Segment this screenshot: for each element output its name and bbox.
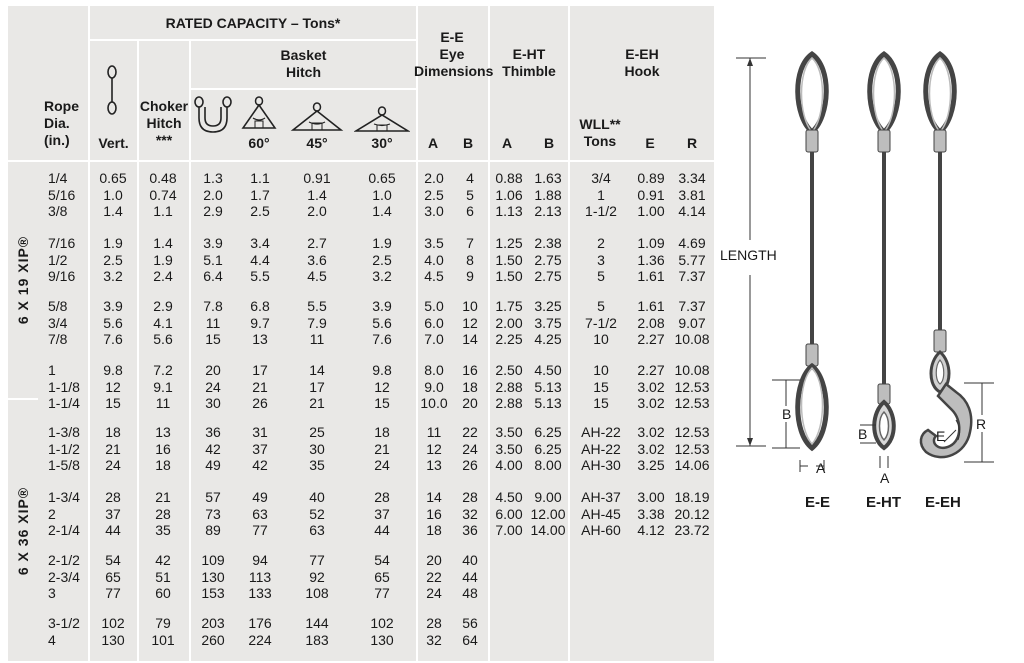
cell-dia: 7/16 1/2 9/16 xyxy=(48,235,76,285)
eht-a-label: A xyxy=(880,470,890,486)
cell-dia: 1/4 5/16 3/8 xyxy=(48,170,76,220)
cell-basket-u: 7.8 11 15 xyxy=(203,298,223,348)
cell-eht-b: 2.38 2.75 2.75 xyxy=(534,235,562,285)
cell-eht-a: 2.50 2.88 2.88 xyxy=(495,362,523,412)
angle-45-header: 45° xyxy=(306,135,328,151)
cell-ee-b: 22 24 26 xyxy=(462,424,478,474)
cell-dia: 2-1/2 2-3/4 3 xyxy=(48,552,80,602)
cell-choker: 42 51 60 xyxy=(155,552,171,602)
cell-wll: AH-22 AH-22 AH-30 xyxy=(581,424,621,474)
ee-b-header: B xyxy=(462,135,474,151)
cell-dia: 5/8 3/4 7/8 xyxy=(48,298,68,348)
cell-ee-a: 11 12 13 xyxy=(426,424,442,474)
cell-b45: 40 52 63 xyxy=(309,489,325,539)
cell-vert: 54 65 77 xyxy=(105,552,121,602)
cell-ee-b: 28 32 36 xyxy=(462,489,478,539)
cell-b45: 77 92 108 xyxy=(305,552,329,602)
row-divider xyxy=(8,160,714,162)
group-label-6x36: 6 X 36 XIP® xyxy=(15,486,31,575)
cell-vert: 9.8 12 15 xyxy=(103,362,123,412)
eht-b-label: B xyxy=(858,426,868,442)
cell-ee-a: 14 16 18 xyxy=(426,489,442,539)
cell-vert: 28 37 44 xyxy=(105,489,121,539)
wll-header: WLL** Tons xyxy=(579,116,621,149)
cell-choker: 0.48 0.74 1.1 xyxy=(149,170,177,220)
eeh-e-header: E xyxy=(645,135,655,151)
cell-b60: 176 224 xyxy=(248,615,272,648)
cell-b60: 31 37 42 xyxy=(252,424,268,474)
cell-basket-u: 109 130 153 xyxy=(201,552,225,602)
vert-header: Vert. xyxy=(98,135,129,151)
cell-b60: 17 21 26 xyxy=(252,362,268,412)
cell-b60: 94 113 133 xyxy=(248,552,272,602)
cell-eeh-e: 2.27 3.02 3.02 xyxy=(637,362,665,412)
cell-eeh-e: 1.09 1.36 1.61 xyxy=(637,235,665,285)
eht-a-header: A xyxy=(501,135,513,151)
cell-b30: 102 130 xyxy=(370,615,394,648)
ee-b-label: B xyxy=(782,406,792,422)
eeh-e-label: E xyxy=(936,428,946,444)
cell-b60: 3.4 4.4 5.5 xyxy=(250,235,270,285)
vertical-hitch-icon xyxy=(104,64,120,116)
cell-basket-u: 3.9 5.1 6.4 xyxy=(203,235,223,285)
cell-eht-b: 6.25 6.25 8.00 xyxy=(534,424,562,474)
cell-ee-b: 40 44 48 xyxy=(462,552,478,602)
angle-30-header: 30° xyxy=(371,135,393,151)
cell-ee-a: 20 22 24 xyxy=(426,552,442,602)
cell-b45: 25 30 35 xyxy=(309,424,325,474)
cell-b45: 14 17 21 xyxy=(309,362,325,412)
cell-eeh-r: 7.37 9.07 10.08 xyxy=(674,298,710,348)
cell-b30: 18 21 24 xyxy=(374,424,390,474)
length-label: LENGTH xyxy=(720,247,777,263)
row-divider xyxy=(88,39,416,41)
cell-eht-b: 4.50 5.13 5.13 xyxy=(534,362,562,412)
ee-eye-header: E-E Eye Dimensions xyxy=(414,29,494,79)
cell-dia: 1 1-1/8 1-1/4 xyxy=(48,362,80,412)
cell-vert: 1.9 2.5 3.2 xyxy=(103,235,123,285)
cell-ee-a: 3.5 4.0 4.5 xyxy=(424,235,444,285)
cell-basket-u: 20 24 30 xyxy=(205,362,221,412)
cell-b30: 1.9 2.5 3.2 xyxy=(372,235,392,285)
cell-wll: 5 7-1/2 10 xyxy=(585,298,617,348)
capacity-table xyxy=(8,6,714,661)
cell-choker: 13 16 18 xyxy=(155,424,171,474)
choker-hitch-header: Choker Hitch *** xyxy=(139,98,189,148)
cell-ee-b: 10 12 14 xyxy=(462,298,478,348)
eeh-r-header: R xyxy=(686,135,698,151)
group-label-6x19: 6 X 19 XIP® xyxy=(15,235,31,325)
cell-dia: 1-3/4 2 2-1/4 xyxy=(48,489,80,539)
basket-45-hitch-icon xyxy=(290,102,344,134)
cell-b45: 2.7 3.6 4.5 xyxy=(307,235,327,285)
eeh-r-label: R xyxy=(976,416,987,432)
cell-eht-a: 1.75 2.00 2.25 xyxy=(495,298,523,348)
cell-vert: 102 130 xyxy=(101,615,125,648)
cell-b30: 54 65 77 xyxy=(374,552,390,602)
cell-ee-b: 4 5 6 xyxy=(466,170,474,220)
cell-b45: 144 183 xyxy=(305,615,329,648)
eht-thimble-header: E-HT Thimble xyxy=(502,46,556,79)
eht-b-header: B xyxy=(543,135,555,151)
cell-eht-a: 0.88 1.06 1.13 xyxy=(495,170,523,220)
cell-eht-a: 1.25 1.50 1.50 xyxy=(495,235,523,285)
cell-wll: AH-37 AH-45 AH-60 xyxy=(581,489,621,539)
cell-b30: 3.9 5.6 7.6 xyxy=(372,298,392,348)
cell-eeh-r: 10.08 12.53 12.53 xyxy=(674,362,710,412)
cell-b60: 49 63 77 xyxy=(252,489,268,539)
cell-eht-a: 4.50 6.00 7.00 xyxy=(495,489,523,539)
cell-choker: 7.2 9.1 11 xyxy=(153,362,173,412)
cell-eht-a: 3.50 3.50 4.00 xyxy=(495,424,523,474)
cell-b60: 1.1 1.7 2.5 xyxy=(250,170,270,220)
cell-basket-u: 57 73 89 xyxy=(205,489,221,539)
cell-basket-u: 1.3 2.0 2.9 xyxy=(203,170,223,220)
rope-dia-header: Rope Dia. (in.) xyxy=(44,98,79,148)
cell-eht-b: 9.00 12.00 14.00 xyxy=(530,489,566,539)
cell-choker: 79 101 xyxy=(151,615,175,648)
cell-eht-b: 1.63 1.88 2.13 xyxy=(534,170,562,220)
cell-eht-b: 3.25 3.75 4.25 xyxy=(534,298,562,348)
eht-sling-icon xyxy=(870,54,899,448)
cell-ee-a: 28 32 xyxy=(426,615,442,648)
angle-60-header: 60° xyxy=(248,135,270,151)
basket-u-hitch-icon xyxy=(192,96,234,136)
cell-choker: 2.9 4.1 5.6 xyxy=(153,298,173,348)
cell-b30: 0.65 1.0 1.4 xyxy=(368,170,396,220)
sling-diagram xyxy=(716,40,1024,540)
ee-sling-icon xyxy=(798,54,827,448)
cell-eeh-e: 1.61 2.08 2.27 xyxy=(637,298,665,348)
rated-capacity-header: RATED CAPACITY – Tons* xyxy=(165,15,341,31)
eeh-hook-header: E-EH Hook xyxy=(624,46,660,79)
row-divider xyxy=(189,88,416,90)
cell-dia: 3-1/2 4 xyxy=(48,615,80,648)
cell-eeh-r: 18.19 20.12 23.72 xyxy=(674,489,710,539)
cell-eeh-r: 3.34 3.81 4.14 xyxy=(678,170,706,220)
cell-wll: 10 15 15 xyxy=(593,362,609,412)
cell-ee-a: 5.0 6.0 7.0 xyxy=(424,298,444,348)
cell-eeh-r: 12.53 12.53 14.06 xyxy=(674,424,710,474)
cell-basket-u: 203 260 xyxy=(201,615,225,648)
cell-eeh-e: 0.89 0.91 1.00 xyxy=(637,170,665,220)
ee-a-header: A xyxy=(427,135,439,151)
basket-hitch-header: Basket Hitch xyxy=(280,47,327,80)
cell-ee-b: 16 18 20 xyxy=(462,362,478,412)
basket-30-hitch-icon xyxy=(354,106,410,134)
ee-title: E-E xyxy=(805,494,831,511)
cell-eeh-e: 3.02 3.02 3.25 xyxy=(637,424,665,474)
cell-vert: 3.9 5.6 7.6 xyxy=(103,298,123,348)
cell-choker: 1.4 1.9 2.4 xyxy=(153,235,173,285)
cell-basket-u: 36 42 49 xyxy=(205,424,221,474)
cell-wll: 3/4 1 1-1/2 xyxy=(585,170,617,220)
cell-wll: 2 3 5 xyxy=(597,235,605,285)
cell-b60: 6.8 9.7 13 xyxy=(250,298,270,348)
cell-b45: 0.91 1.4 2.0 xyxy=(303,170,331,220)
ee-a-label: A xyxy=(816,460,826,476)
cell-b45: 5.5 7.9 11 xyxy=(307,298,327,348)
cell-dia: 1-3/8 1-1/2 1-5/8 xyxy=(48,424,80,474)
col-divider xyxy=(88,6,90,661)
eeh-sling-icon xyxy=(921,54,971,457)
cell-ee-b: 56 64 xyxy=(462,615,478,648)
cell-ee-a: 8.0 9.0 10.0 xyxy=(420,362,448,412)
cell-eeh-r: 4.69 5.77 7.37 xyxy=(678,235,706,285)
cell-ee-b: 7 8 9 xyxy=(466,235,474,285)
eeh-title: E-EH xyxy=(925,494,961,511)
cell-eeh-e: 3.00 3.38 4.12 xyxy=(637,489,665,539)
eht-title: E-HT xyxy=(866,494,901,511)
cell-b30: 9.8 12 15 xyxy=(372,362,392,412)
cell-b30: 28 37 44 xyxy=(374,489,390,539)
cell-choker: 21 28 35 xyxy=(155,489,171,539)
cell-vert: 18 21 24 xyxy=(105,424,121,474)
basket-60-hitch-icon xyxy=(240,96,278,132)
cell-vert: 0.65 1.0 1.4 xyxy=(99,170,127,220)
cell-ee-a: 2.0 2.5 3.0 xyxy=(424,170,444,220)
